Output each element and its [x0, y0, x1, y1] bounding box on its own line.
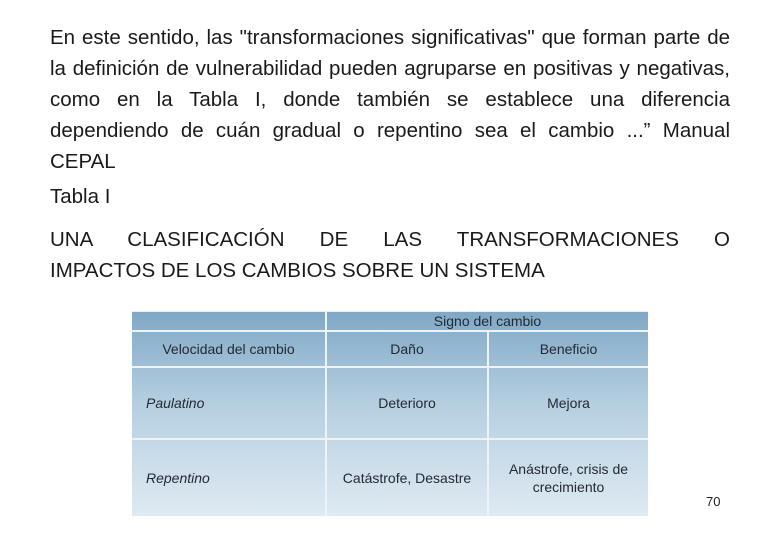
cell-anastrofe-crisis: Anástrofe, crisis de crecimiento [508, 461, 629, 495]
table-title-line-2: IMPACTOS DE LOS CAMBIOS SOBRE UN SISTEMA [50, 259, 545, 282]
table-title [50, 224, 730, 286]
header-signo-del-cambio: Signo del cambio [433, 313, 542, 329]
cell-catastrofe-desastre: Catástrofe, Desastre [342, 470, 472, 486]
table-label: Tabla I [50, 185, 111, 208]
cell-deterioro: Deterioro [378, 395, 436, 411]
cell-repentino: Repentino [146, 470, 210, 486]
header-beneficio: Beneficio [539, 341, 598, 357]
page-number: 70 [706, 494, 721, 509]
cell-mejora: Mejora [547, 395, 590, 411]
header-dano: Daño [390, 341, 424, 357]
body-paragraph: En este sentido, las "transformaciones significativas" que forman parte de la definición de vulnerabilidad pueden agruparse en positivas y negativas, como en la Tabla I, donde también se establece una diferencia dependiendo de cuán gradual o repentino sea el cambio ...” Manual CEPAL [50, 26, 730, 173]
header-velocidad-del-cambio: Velocidad del cambio [162, 341, 295, 357]
cell-paulatino: Paulatino [146, 395, 205, 411]
classification-table [132, 311, 648, 516]
table-title-line-1: UNA CLASIFICACIÓN DE LAS TRANSFORMACIONES O [50, 228, 730, 251]
